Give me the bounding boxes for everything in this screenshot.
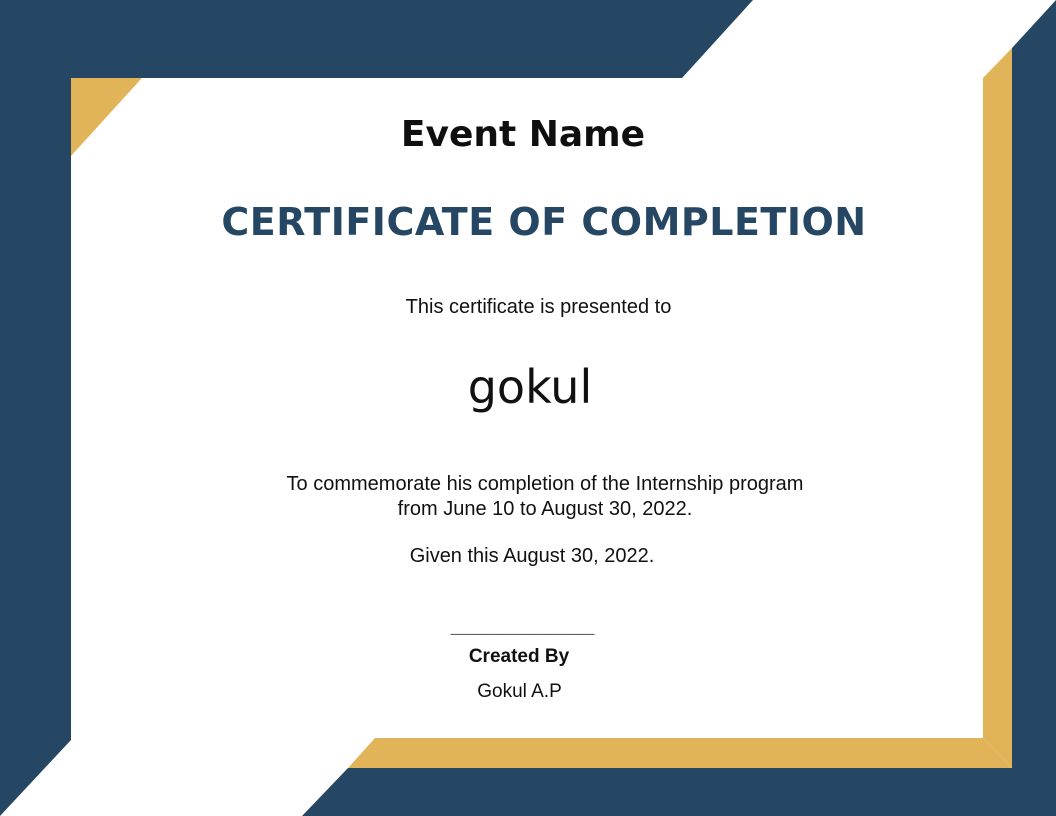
presented-to-text: This certificate is presented to: [405, 296, 672, 318]
commemoration-line-1: To commemorate his completion of the Internship program: [286, 473, 804, 495]
created-by-label: Created By: [468, 646, 570, 667]
event-name: Event Name: [400, 114, 646, 155]
recipient-name: gokul: [467, 360, 593, 414]
signature-line: _______________: [450, 620, 595, 638]
border-navy-bottom: [302, 768, 1056, 816]
given-date-text: Given this August 30, 2022.: [409, 545, 655, 567]
certificate-title: CERTIFICATE OF COMPLETION: [221, 200, 867, 244]
border-navy-top: [0, 0, 753, 78]
gold-band-bottom: [348, 738, 1012, 768]
signer-name: Gokul A.P: [477, 681, 562, 702]
commemoration-line-2: from June 10 to August 30, 2022.: [397, 498, 693, 520]
commemoration-text: [0, 472, 1056, 522]
